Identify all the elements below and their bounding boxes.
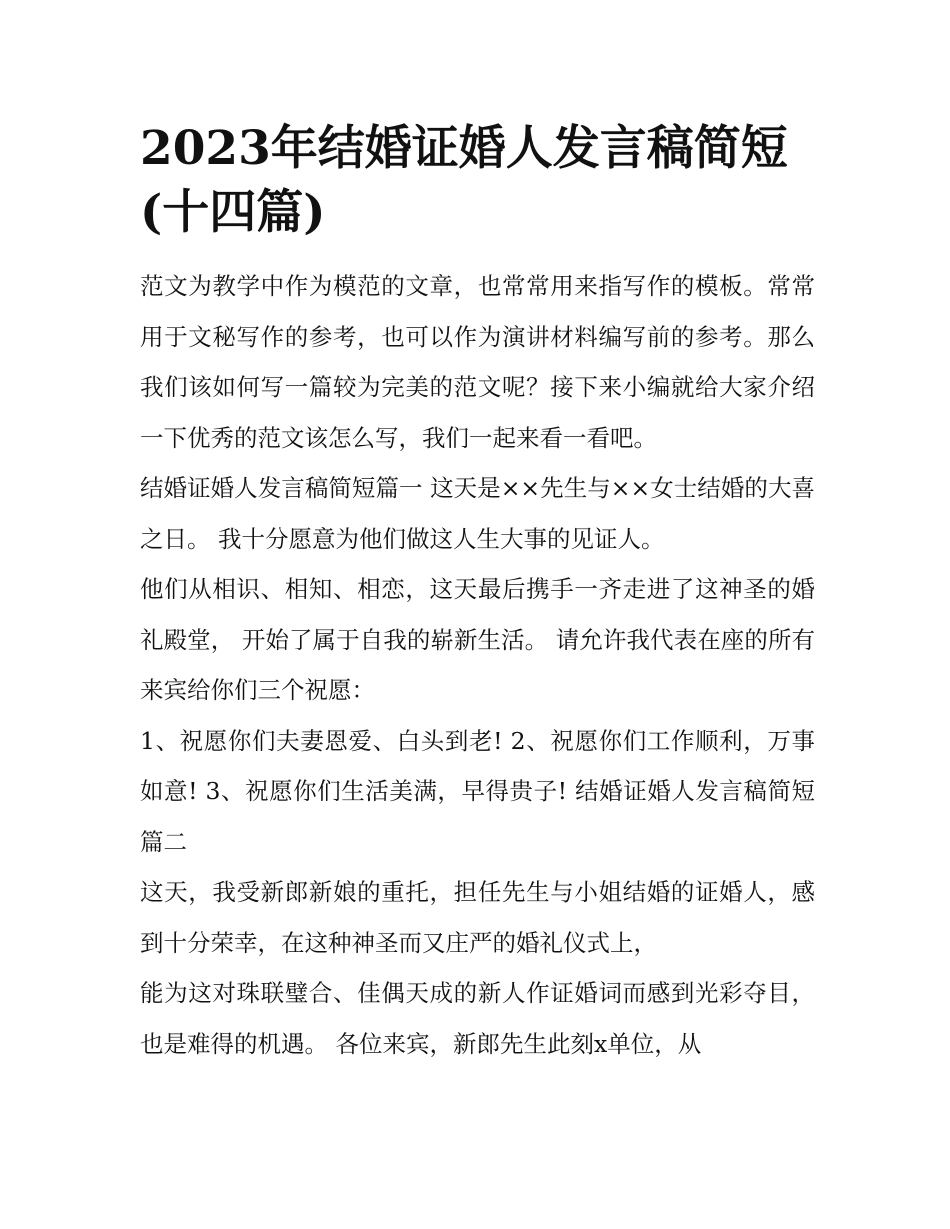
paragraph-intro: 范文为教学中作为模范的文章，也常常用来指写作的模板。常常用于文秘写作的参考，也可以作为演讲材料编写前的参考。那么我们该如何写一篇较为完美的范文呢？接下来小编就给大家介绍一下优秀的范文该怎么写，我们一起来看一看吧。 [140, 272, 815, 452]
document-body [140, 261, 815, 1069]
document-title: 2023年结婚证婚人发言稿简短(十四篇) [140, 121, 788, 240]
paragraph-speech-one: 结婚证婚人发言稿简短篇一 这天是××先生与××女士结婚的大喜之日。 我十分愿意为他们做这人生大事的见证人。 [140, 474, 815, 553]
document-content [140, 117, 815, 1069]
paragraph-acquaintance: 他们从相识、相知、相恋，这天最后携手一齐走进了这神圣的婚礼殿堂， 开始了属于自我的崭新生活。 请允许我代表在座的所有来宾给你们三个祝愿： [140, 575, 815, 704]
paragraph-wishes: 1、祝愿你们夫妻恩爱、白头到老! 2、祝愿你们工作顺利，万事如意! 3、祝愿你们生活美满，早得贵子! 结婚证婚人发言稿简短篇二 [140, 726, 815, 856]
paragraph-honor: 能为这对珠联璧合、佳偶天成的新人作证婚词而感到光彩夺目，也是难得的机遇。 各位来宾，新郎先生此刻x单位，从 [140, 979, 815, 1058]
paragraph-speech-two: 这天，我受新郎新娘的重托，担任先生与小姐结婚的证婚人，感到十分荣幸，在这种神圣而又庄严的婚礼仪式上， [140, 878, 815, 957]
